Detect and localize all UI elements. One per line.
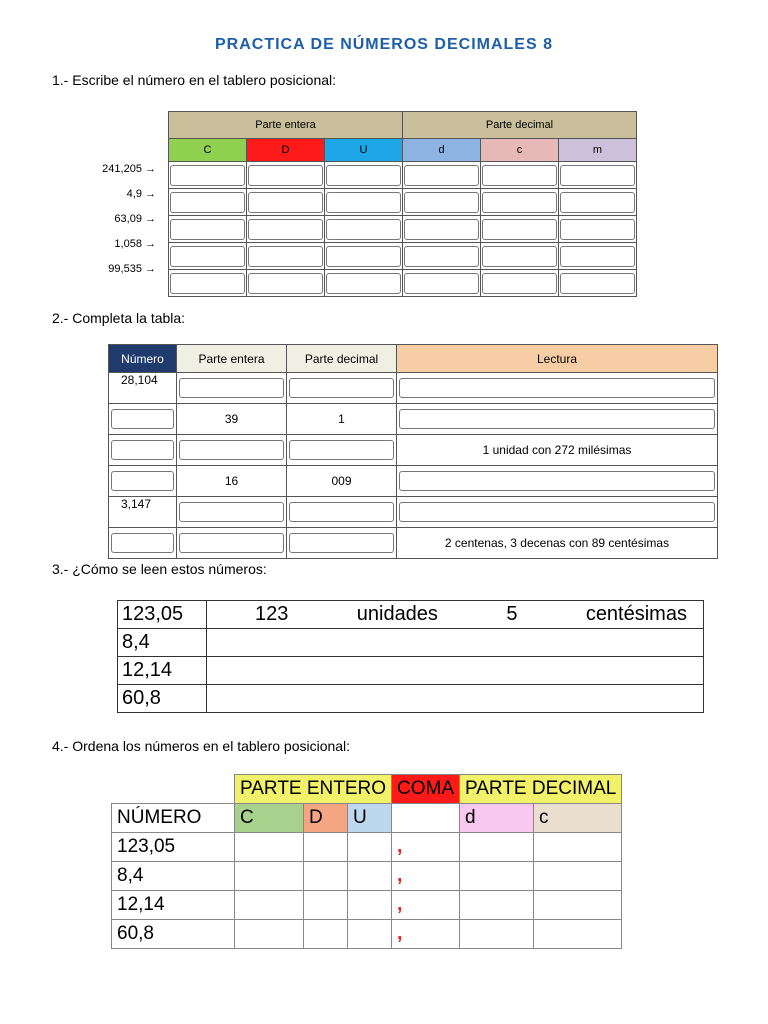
answer-cell xyxy=(397,404,718,435)
order-table xyxy=(111,774,622,949)
answer-cell xyxy=(287,528,397,559)
answer-cell xyxy=(559,270,637,297)
cell-value: 16 xyxy=(177,466,287,497)
answer-cell xyxy=(481,216,559,243)
row-label: 99,535 → xyxy=(108,263,156,275)
answer-box[interactable] xyxy=(170,246,245,267)
table-row xyxy=(109,466,718,497)
table-row xyxy=(112,920,622,949)
answer-cell xyxy=(177,528,287,559)
answer-cell xyxy=(177,373,287,404)
answer-box[interactable] xyxy=(179,378,284,398)
answer-cell[interactable] xyxy=(460,891,534,920)
answer-box[interactable] xyxy=(170,192,245,213)
column-header-c: c xyxy=(481,139,559,162)
answer-cell xyxy=(397,373,718,404)
table-row xyxy=(109,404,718,435)
answer-cell xyxy=(397,497,718,528)
answer-cell xyxy=(109,435,177,466)
group-header-entera: Parte entera xyxy=(169,112,403,139)
answer-cell xyxy=(481,243,559,270)
reading-table xyxy=(117,600,704,713)
table-row xyxy=(112,891,622,920)
answer-cell xyxy=(177,497,287,528)
answer-box[interactable] xyxy=(326,273,401,294)
answer-cell[interactable] xyxy=(235,862,304,891)
answer-cell[interactable] xyxy=(304,833,348,862)
answer-cell[interactable] xyxy=(304,920,348,949)
cell-value: 1 xyxy=(287,404,397,435)
number-cell: 60,8 xyxy=(112,920,235,949)
table-row xyxy=(169,216,637,243)
answer-box[interactable] xyxy=(289,502,394,522)
table-row xyxy=(118,657,704,685)
answer-box[interactable] xyxy=(179,533,284,553)
column-header-U: U xyxy=(325,139,403,162)
answer-cell xyxy=(325,270,403,297)
blank-corner xyxy=(112,775,235,804)
answer-box[interactable] xyxy=(326,246,401,267)
answer-box[interactable] xyxy=(289,378,394,398)
cell-value: 3,147 xyxy=(109,497,177,528)
answer-cell[interactable] xyxy=(304,891,348,920)
answer-cell[interactable] xyxy=(348,891,392,920)
answer-cell[interactable] xyxy=(534,862,622,891)
answer-cell xyxy=(325,243,403,270)
answer-box[interactable] xyxy=(326,165,401,186)
answer-cell xyxy=(109,466,177,497)
answer-cell[interactable] xyxy=(235,833,304,862)
answer-box[interactable] xyxy=(289,440,394,460)
header-numero: Número xyxy=(109,345,177,373)
answer-box[interactable] xyxy=(248,219,323,240)
answer-cell[interactable] xyxy=(460,833,534,862)
row-label: 4,9 → xyxy=(126,188,156,200)
question-1-heading: 1.- Escribe el número en el tablero posicional: xyxy=(52,72,337,88)
answer-cell xyxy=(403,270,481,297)
answer-box[interactable] xyxy=(248,192,323,213)
cell-value: 28,104 xyxy=(109,373,177,404)
answer-box[interactable] xyxy=(179,502,284,522)
column-header-coma xyxy=(392,804,460,833)
header-parte-entera: Parte entera xyxy=(177,345,287,373)
column-header-c: c xyxy=(534,804,622,833)
table-row xyxy=(109,435,718,466)
answer-box[interactable] xyxy=(399,471,715,491)
answer-cell xyxy=(247,216,325,243)
answer-box[interactable] xyxy=(248,246,323,267)
cell-value: 39 xyxy=(177,404,287,435)
comma-mark: , xyxy=(392,833,460,862)
place-value-table-1 xyxy=(168,111,637,297)
answer-box[interactable] xyxy=(404,165,479,186)
header-parte-decimal: Parte decimal xyxy=(287,345,397,373)
answer-cell xyxy=(287,435,397,466)
number-cell: 8,4 xyxy=(112,862,235,891)
answer-box[interactable] xyxy=(482,219,557,240)
answer-cell xyxy=(325,162,403,189)
table-row xyxy=(109,497,718,528)
column-header-C: C xyxy=(169,139,247,162)
answer-box[interactable] xyxy=(482,246,557,267)
question-4-heading: 4.- Ordena los números en el tablero posicional: xyxy=(52,738,351,754)
answer-cell xyxy=(559,162,637,189)
answer-cell xyxy=(325,216,403,243)
answer-box[interactable] xyxy=(248,165,323,186)
answer-cell[interactable] xyxy=(348,862,392,891)
answer-cell xyxy=(247,189,325,216)
cell-value: 1 unidad con 272 milésimas xyxy=(397,435,718,466)
cell-value: 2 centenas, 3 decenas con 89 centésimas xyxy=(397,528,718,559)
answer-cell[interactable] xyxy=(348,833,392,862)
answer-cell[interactable] xyxy=(460,862,534,891)
table-row xyxy=(118,629,704,657)
comma-mark: , xyxy=(392,891,460,920)
table-row xyxy=(118,601,704,629)
answer-box[interactable] xyxy=(482,165,557,186)
comma-mark: , xyxy=(392,862,460,891)
reading-word: centésimas xyxy=(585,603,687,625)
table-row xyxy=(169,243,637,270)
answer-cell[interactable] xyxy=(460,920,534,949)
answer-cell xyxy=(559,243,637,270)
header-lectura: Lectura xyxy=(397,345,718,373)
answer-box[interactable] xyxy=(399,409,715,429)
group-header-entero: PARTE ENTERO xyxy=(235,775,392,804)
answer-box[interactable] xyxy=(170,165,245,186)
reading-word: unidades xyxy=(356,603,438,625)
answer-cell xyxy=(169,216,247,243)
answer-box[interactable] xyxy=(111,440,174,460)
question-2-heading: 2.- Completa la tabla: xyxy=(52,310,186,326)
table-row xyxy=(112,862,622,891)
table-row xyxy=(118,685,704,713)
answer-cell xyxy=(403,162,481,189)
answer-cell[interactable] xyxy=(534,891,622,920)
group-header-decimal: PARTE DECIMAL xyxy=(460,775,622,804)
answer-box[interactable] xyxy=(404,246,479,267)
answer-box[interactable] xyxy=(326,219,401,240)
group-header-decimal: Parte decimal xyxy=(403,112,637,139)
column-header-C: C xyxy=(235,804,304,833)
row-label: 1,058 → xyxy=(114,238,156,250)
answer-cell xyxy=(397,466,718,497)
table-row xyxy=(109,373,718,404)
answer-cell xyxy=(559,189,637,216)
table-row xyxy=(169,270,637,297)
question-3-heading: 3.- ¿Cómo se leen estos números: xyxy=(52,561,267,577)
answer-box[interactable] xyxy=(482,273,557,294)
number-cell: 123,05 xyxy=(112,833,235,862)
column-header-d: d xyxy=(403,139,481,162)
column-header-D: D xyxy=(304,804,348,833)
answer-cell xyxy=(403,189,481,216)
answer-cell[interactable] xyxy=(304,862,348,891)
reading-word: 5 xyxy=(506,603,518,625)
column-header-d: d xyxy=(460,804,534,833)
answer-box[interactable] xyxy=(111,471,174,491)
column-header-U: U xyxy=(348,804,392,833)
complete-table xyxy=(108,344,718,559)
answer-cell xyxy=(169,270,247,297)
group-header-coma: COMA xyxy=(392,775,460,804)
table-row xyxy=(109,528,718,559)
answer-box[interactable] xyxy=(560,165,635,186)
reading-cell[interactable] xyxy=(207,629,704,657)
answer-cell xyxy=(169,189,247,216)
answer-box[interactable] xyxy=(111,409,174,429)
answer-box[interactable] xyxy=(170,219,245,240)
answer-cell xyxy=(287,497,397,528)
answer-cell xyxy=(247,162,325,189)
answer-cell[interactable] xyxy=(534,920,622,949)
reading-cell[interactable] xyxy=(207,685,704,713)
answer-box[interactable] xyxy=(560,219,635,240)
answer-box[interactable] xyxy=(289,533,394,553)
reading-cell xyxy=(207,601,704,629)
answer-cell xyxy=(247,243,325,270)
column-header-D: D xyxy=(247,139,325,162)
answer-cell xyxy=(403,243,481,270)
answer-cell xyxy=(109,404,177,435)
answer-cell xyxy=(481,162,559,189)
answer-box[interactable] xyxy=(248,273,323,294)
row-label: 63,09 → xyxy=(114,213,156,225)
answer-box[interactable] xyxy=(482,192,557,213)
answer-cell xyxy=(325,189,403,216)
answer-cell xyxy=(481,270,559,297)
answer-cell[interactable] xyxy=(235,891,304,920)
cell-value: 009 xyxy=(287,466,397,497)
answer-box[interactable] xyxy=(326,192,401,213)
number-cell: 60,8 xyxy=(118,685,207,713)
answer-cell xyxy=(559,216,637,243)
answer-cell xyxy=(169,162,247,189)
column-header-m: m xyxy=(559,139,637,162)
answer-cell xyxy=(481,189,559,216)
table-row xyxy=(169,189,637,216)
page-title: PRACTICA DE NÚMEROS DECIMALES 8 xyxy=(215,36,553,53)
answer-cell xyxy=(169,243,247,270)
answer-box[interactable] xyxy=(560,246,635,267)
answer-cell[interactable] xyxy=(235,920,304,949)
answer-box[interactable] xyxy=(560,192,635,213)
answer-box[interactable] xyxy=(404,273,479,294)
table-row xyxy=(112,833,622,862)
comma-mark: , xyxy=(392,920,460,949)
answer-box[interactable] xyxy=(404,219,479,240)
row-header-numero: NÚMERO xyxy=(112,804,235,833)
answer-box[interactable] xyxy=(170,273,245,294)
answer-box[interactable] xyxy=(404,192,479,213)
reading-word: 123 xyxy=(255,603,289,625)
answer-cell[interactable] xyxy=(348,920,392,949)
answer-cell[interactable] xyxy=(534,833,622,862)
table-row xyxy=(169,162,637,189)
row-label: 241,205 → xyxy=(102,163,156,175)
answer-box[interactable] xyxy=(179,440,284,460)
number-cell: 8,4 xyxy=(118,629,207,657)
answer-cell xyxy=(177,435,287,466)
answer-cell xyxy=(287,373,397,404)
answer-box[interactable] xyxy=(399,378,715,398)
answer-cell xyxy=(403,216,481,243)
number-cell: 123,05 xyxy=(118,601,207,629)
answer-box[interactable] xyxy=(399,502,715,522)
number-cell: 12,14 xyxy=(118,657,207,685)
answer-box[interactable] xyxy=(111,533,174,553)
answer-box[interactable] xyxy=(560,273,635,294)
answer-cell xyxy=(247,270,325,297)
reading-cell[interactable] xyxy=(207,657,704,685)
number-cell: 12,14 xyxy=(112,891,235,920)
answer-cell xyxy=(109,528,177,559)
